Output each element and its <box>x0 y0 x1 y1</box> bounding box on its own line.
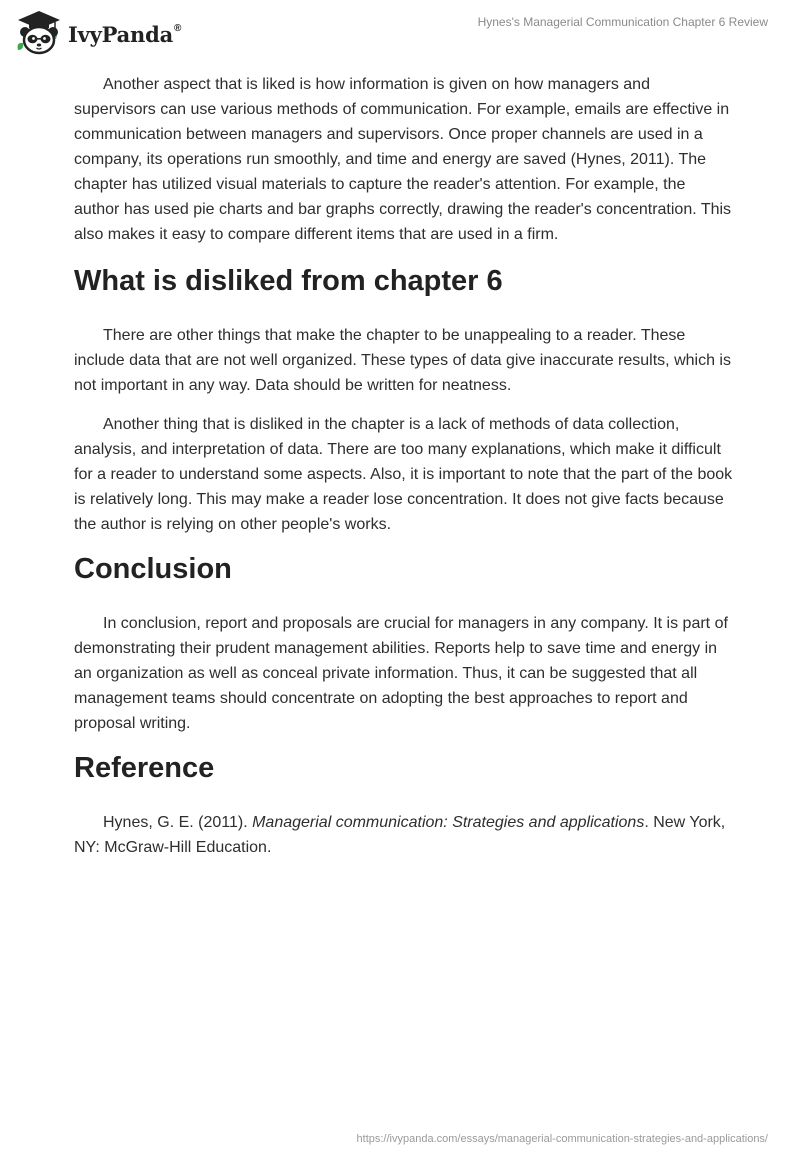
reference-publisher: . New York, NY: McGraw-Hill Education. <box>74 814 726 856</box>
heading-reference: Reference <box>74 752 215 784</box>
document-title: Hynes's Managerial Communication Chapter 6 Review <box>477 15 768 29</box>
paragraph-conclusion: In conclusion, report and proposals are crucial for managers in any company. It is part of demonstrating their prudent management abilities. Reports help to save time and energy in an organization as well as conceal private information. Thus, it can be suggested that all management teams should concentrate on adopting the best approaches to report and proposal writing. <box>74 615 728 732</box>
reference-title: Managerial communication: Strategies and applications <box>252 814 645 831</box>
registered-mark: ® <box>174 22 182 34</box>
brand-name: IvyPanda® <box>68 21 182 47</box>
reference-authors-year: Hynes, G. E. (2011). <box>103 814 253 831</box>
paragraph-liked-aspects: Another aspect that is liked is how information is given on how managers and supervisors can use various methods of communication. For example, emails are effective in communication between managers and supervisors. Once proper channels are used in a company, its operations run smoothly, and time and energy are saved (Hynes, 2011). The chapter has utilized visual materials to capture the reader's attention. For example, the author has used pie charts and bar graphs correctly, drawing the reader's concentration. This also makes it easy to compare different items that are used in a firm. <box>74 76 732 243</box>
reference-entry <box>74 810 734 860</box>
essay-content <box>74 72 734 874</box>
source-url-link[interactable]: https://ivypanda.com/essays/managerial-communication-strategies-and-applications/ <box>356 1133 768 1145</box>
heading-disliked: What is disliked from chapter 6 <box>74 265 503 297</box>
panda-graduate-icon <box>14 8 64 58</box>
ivypanda-logo[interactable] <box>14 8 181 58</box>
paragraph-disliked-1: There are other things that make the chapter to be unappealing to a reader. These include data that are not well organized. These types of data give inaccurate results, which is not important in any way. Data should be written for neatness. <box>74 327 731 394</box>
paragraph-disliked-2: Another thing that is disliked in the chapter is a lack of methods of data collection, analysis, and interpretation of data. There are too many explanations, which make it difficult for a reader to understand some aspects. Also, it is important to note that the part of the book is relatively long. This may make a reader lose concentration. It does not give facts because the author is relying on other people's works. <box>74 416 733 533</box>
heading-conclusion: Conclusion <box>74 553 232 585</box>
page-header <box>0 0 800 64</box>
